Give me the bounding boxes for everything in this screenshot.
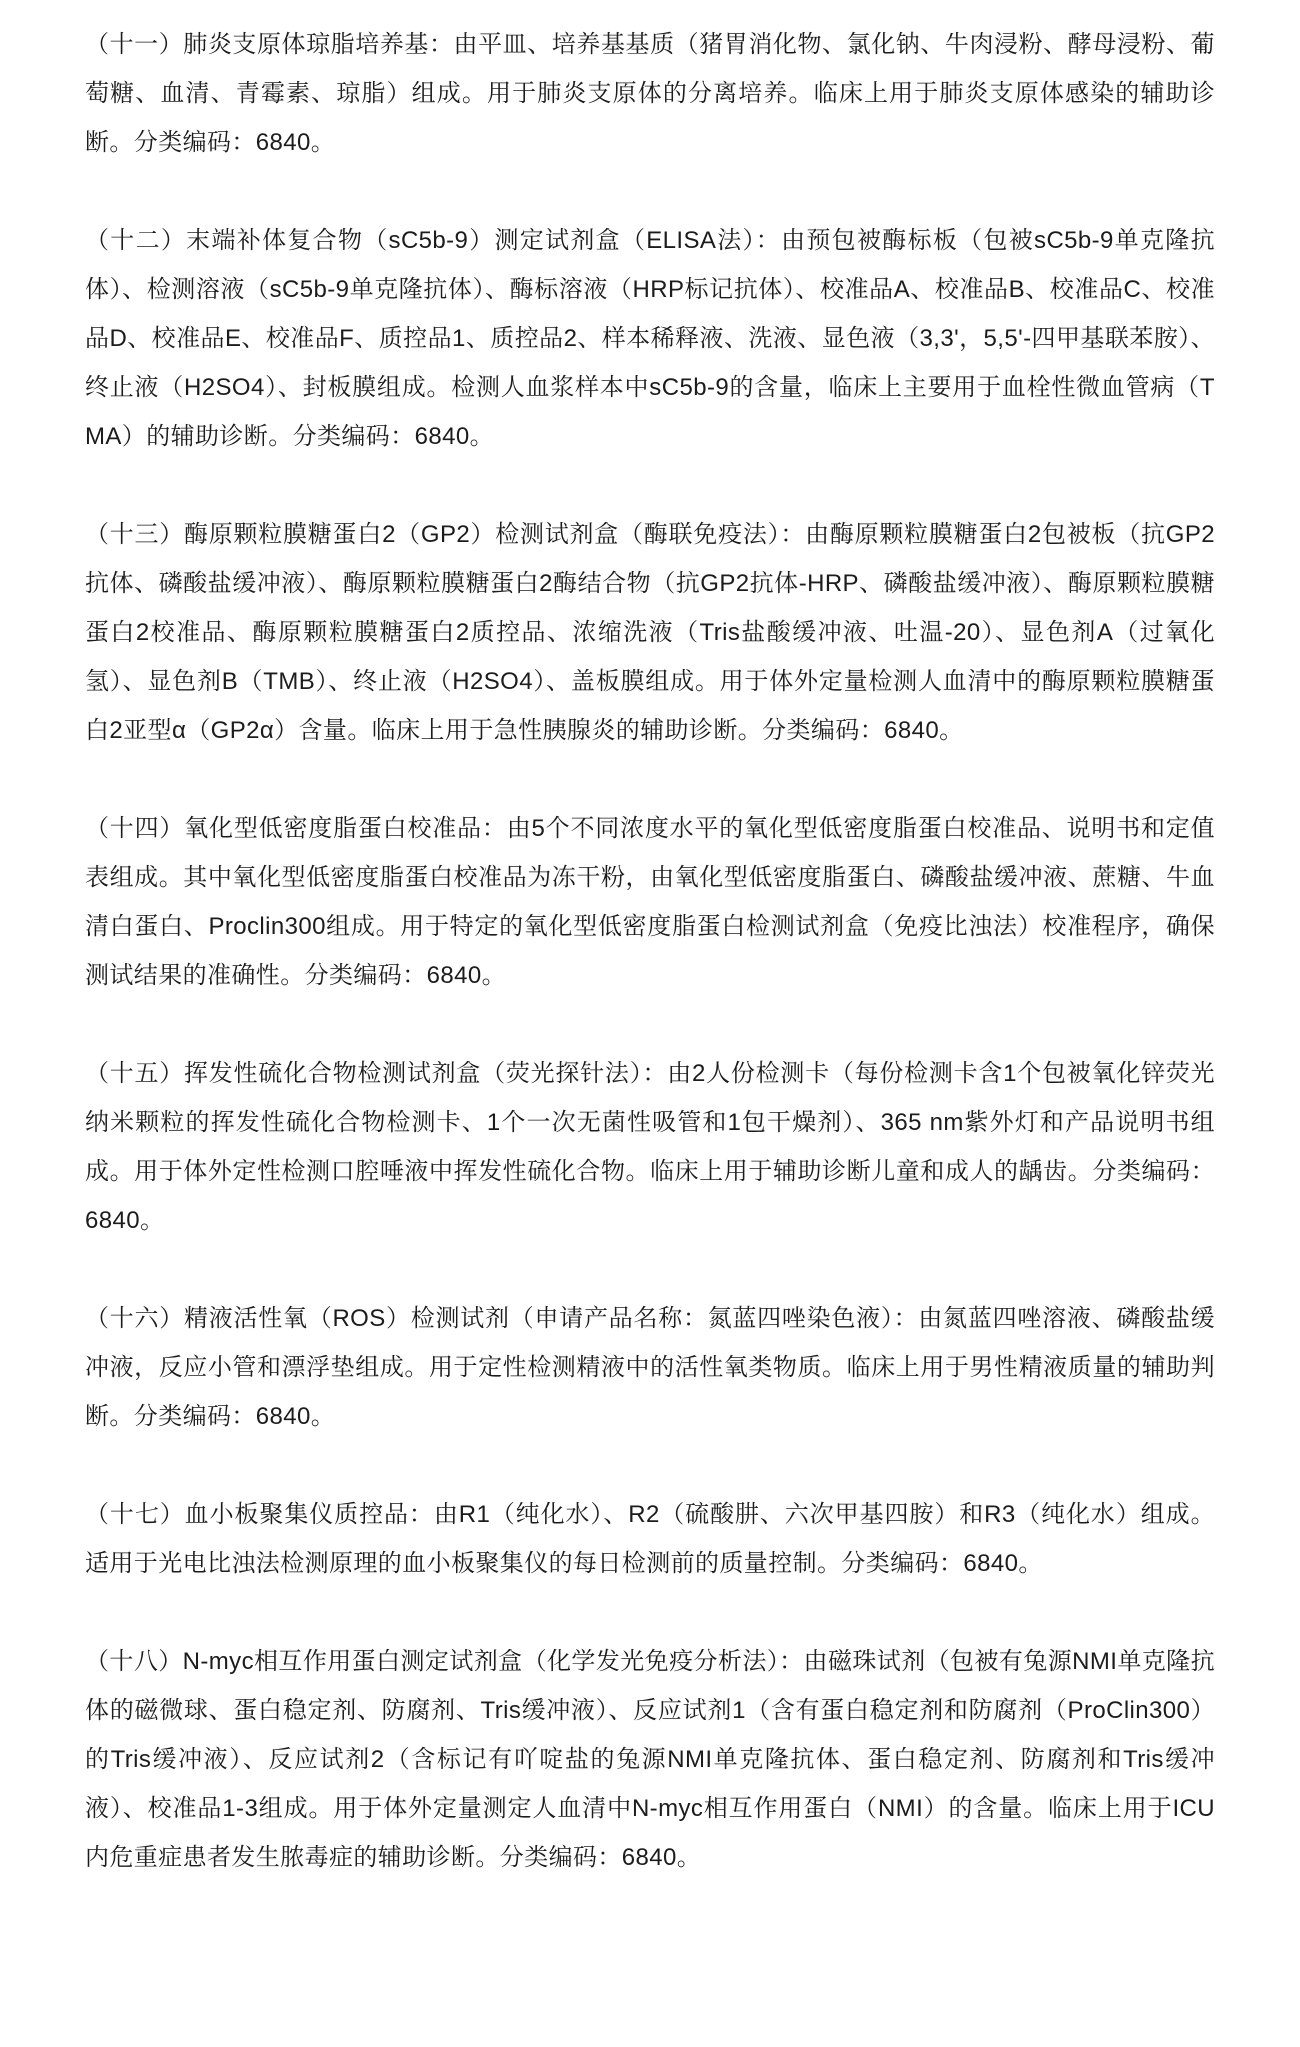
regulation-paragraph: （十三）酶原颗粒膜糖蛋白2（GP2）检测试剂盒（酶联免疫法）：由酶原颗粒膜糖蛋白2包被板（抗GP2抗体、磷酸盐缓冲液）、酶原颗粒膜糖蛋白2酶结合物（抗GP2抗体-HRP、磷酸盐缓冲液）、酶原颗粒膜糖蛋白2校准品、酶原颗粒膜糖蛋白2质控品、浓缩洗液（Tris盐酸缓冲液、吐温-20）、显色剂A（过氧化氢）、显色剂B（TMB）、终止液（H2SO4）、盖板膜组成。用于体外定量检测人血清中的酶原颗粒膜糖蛋白2亚型α（GP2α）含量。临床上用于急性胰腺炎的辅助诊断。分类编码：6840。 <box>85 521 1215 744</box>
regulation-paragraph: （十六）精液活性氧（ROS）检测试剂（申请产品名称：氮蓝四唑染色液）：由氮蓝四唑溶液、磷酸盐缓冲液，反应小管和漂浮垫组成。用于定性检测精液中的活性氧类物质。临床上用于男性精液质量的辅助判断。分类编码：6840。 <box>85 1305 1215 1430</box>
paragraph-list <box>85 20 1215 1882</box>
regulation-paragraph: （十八）N-myc相互作用蛋白测定试剂盒（化学发光免疫分析法）：由磁珠试剂（包被有兔源NMI单克隆抗体的磁微球、蛋白稳定剂、防腐剂、Tris缓冲液）、反应试剂1（含有蛋白稳定剂和防腐剂（ProClin300）的Tris缓冲液）、反应试剂2（含标记有吖啶盐的兔源NMI单克隆抗体、蛋白稳定剂、防腐剂和Tris缓冲液）、校准品1-3组成。用于体外定量测定人血清中N-myc相互作用蛋白（NMI）的含量。临床上用于ICU内危重症患者发生脓毒症的辅助诊断。分类编码：6840。 <box>85 1648 1215 1871</box>
regulation-paragraph: （十五）挥发性硫化合物检测试剂盒（荧光探针法）：由2人份检测卡（每份检测卡含1个包被氧化锌荧光纳米颗粒的挥发性硫化合物检测卡、1个一次无菌性吸管和1包干燥剂）、365 nm紫外灯和产品说明书组成。用于体外定性检测口腔唾液中挥发性硫化合物。临床上用于辅助诊断儿童和成人的龋齿。分类编码：6840。 <box>85 1060 1215 1234</box>
regulation-paragraph: （十七）血小板聚集仪质控品：由R1（纯化水）、R2（硫酸肼、六次甲基四胺）和R3（纯化水）组成。适用于光电比浊法检测原理的血小板聚集仪的每日检测前的质量控制。分类编码：6840。 <box>85 1501 1215 1577</box>
regulation-paragraph: （十二）末端补体复合物（sC5b-9）测定试剂盒（ELISA法）：由预包被酶标板（包被sC5b-9单克隆抗体）、检测溶液（sC5b-9单克隆抗体）、酶标溶液（HRP标记抗体）、校准品A、校准品B、校准品C、校准品D、校准品E、校准品F、质控品1、质控品2、样本稀释液、洗液、显色液（3,3'，5,5'-四甲基联苯胺）、终止液（H2SO4）、封板膜组成。检测人血浆样本中sC5b-9的含量，临床上主要用于血栓性微血管病（TMA）的辅助诊断。分类编码：6840。 <box>85 227 1215 450</box>
regulation-paragraph: （十一）肺炎支原体琼脂培养基：由平皿、培养基基质（猪胃消化物、氯化钠、牛肉浸粉、酵母浸粉、葡萄糖、血清、青霉素、琼脂）组成。用于肺炎支原体的分离培养。临床上用于肺炎支原体感染的辅助诊断。分类编码：6840。 <box>85 31 1215 156</box>
regulation-paragraph: （十四）氧化型低密度脂蛋白校准品：由5个不同浓度水平的氧化型低密度脂蛋白校准品、说明书和定值表组成。其中氧化型低密度脂蛋白校准品为冻干粉，由氧化型低密度脂蛋白、磷酸盐缓冲液、蔗糖、牛血清白蛋白、Proclin300组成。用于特定的氧化型低密度脂蛋白检测试剂盒（免疫比浊法）校准程序，确保测试结果的准确性。分类编码：6840。 <box>85 815 1215 989</box>
